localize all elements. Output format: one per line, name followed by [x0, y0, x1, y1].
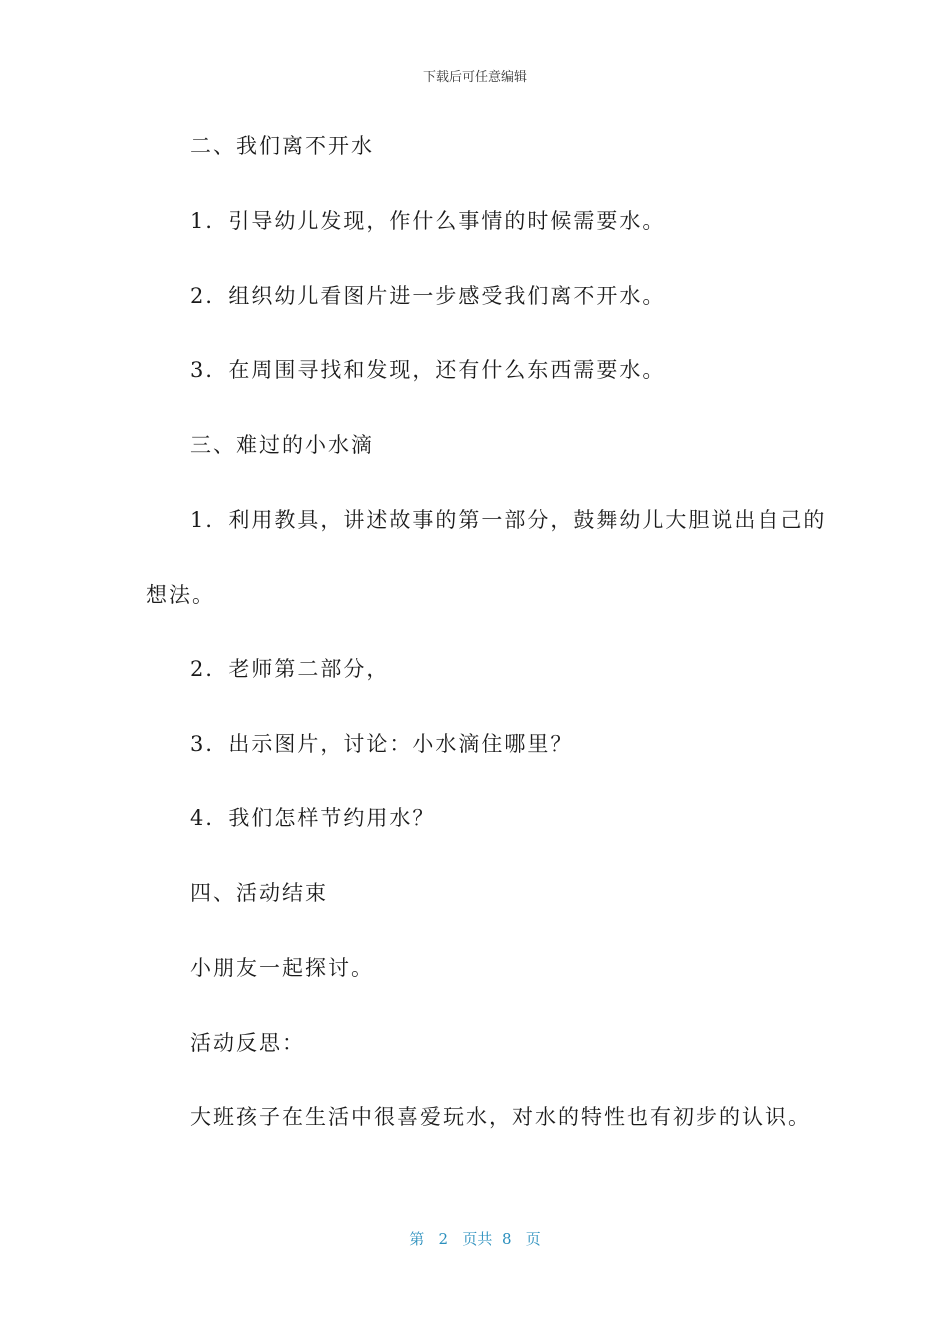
footer-suffix: 页	[525, 1230, 541, 1248]
page-footer	[0, 1228, 950, 1249]
paragraph-line: 2．组织幼儿看图片进一步感受我们离不开水。	[190, 284, 666, 308]
footer-prefix: 第	[409, 1230, 425, 1248]
paragraph-line: 3．出示图片，讨论：小水滴住哪里？	[190, 732, 574, 756]
total-pages-number: 8	[501, 1230, 512, 1248]
header-note: 下载后可任意编辑	[422, 70, 527, 85]
reflection-heading: 活动反思：	[190, 1031, 305, 1055]
paragraph-line-continued: 想法。	[146, 583, 215, 607]
paragraph-line: 1．引导幼儿发现，作什么事情的时候需要水。	[190, 209, 666, 233]
paragraph-line: 1．利用教具，讲述故事的第一部分，鼓舞幼儿大胆说出自己的	[190, 508, 827, 532]
paragraph-line: 2．老师第二部分，	[190, 657, 390, 681]
current-page-number: 2	[438, 1230, 449, 1248]
paragraph-line: 小朋友一起探讨。	[190, 956, 374, 980]
section-heading-2: 二、我们离不开水	[190, 134, 374, 158]
section-heading-4: 四、活动结束	[190, 881, 328, 905]
section-heading-3: 三、难过的小水滴	[190, 433, 374, 457]
paragraph-line: 大班孩子在生活中很喜爱玩水，对水的特性也有初步的认识。	[190, 1105, 811, 1129]
footer-mid: 页共	[462, 1230, 493, 1248]
paragraph-line: 4．我们怎样节约用水？	[190, 806, 436, 830]
paragraph-line: 3．在周围寻找和发现，还有什么东西需要水。	[190, 358, 666, 382]
